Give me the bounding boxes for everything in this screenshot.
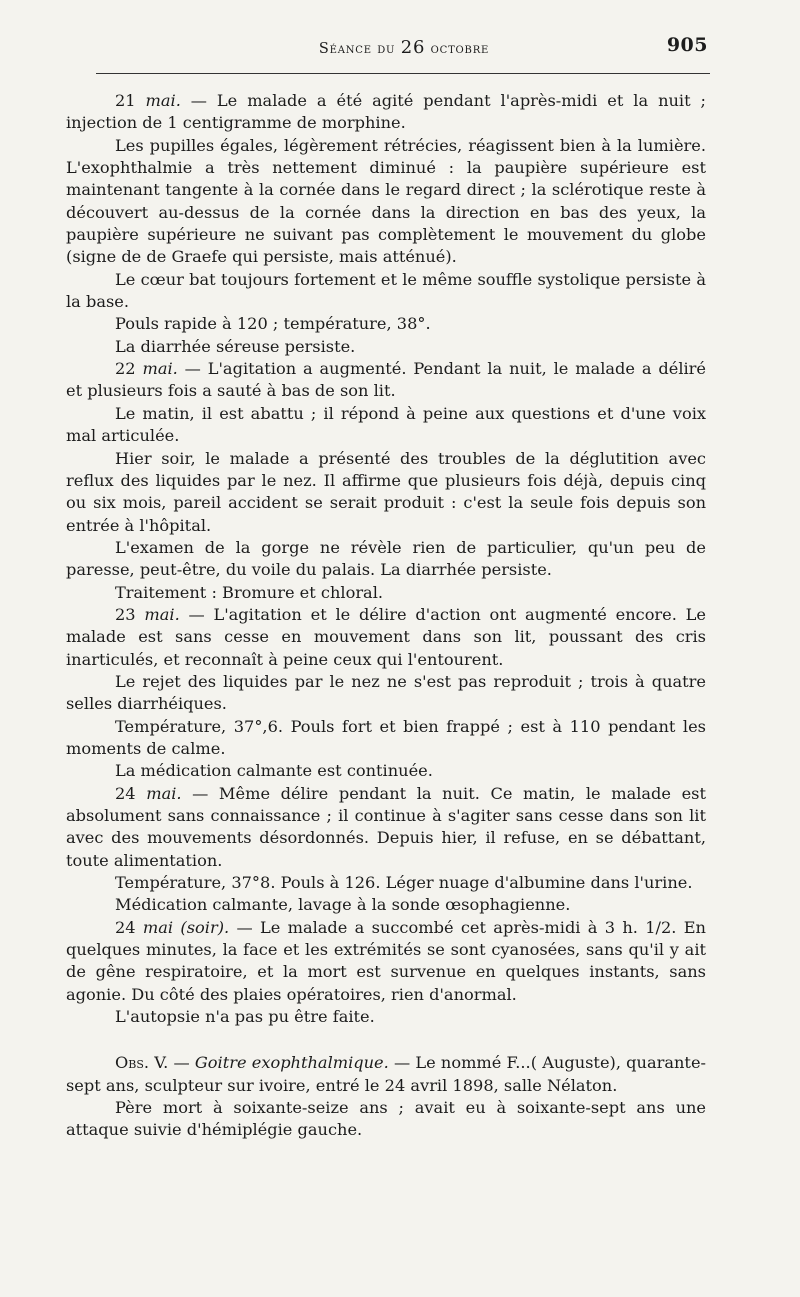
- paragraph-text: Le rejet des liquides par le nez ne s'est pas reproduit ; trois à quatre selles diarrhéiques.: [66, 671, 706, 714]
- date-number: 23: [115, 604, 136, 624]
- paragraph: [66, 358, 706, 403]
- paragraph: [66, 716, 706, 761]
- paragraph: [66, 313, 706, 335]
- paragraph-text: Le matin, il est abattu ; il répond à peine aux questions et d'une voix mal articulée.: [66, 403, 706, 446]
- date-number: 21: [115, 91, 136, 110]
- paragraph: [66, 1006, 706, 1028]
- date-word: mai (soir).: [142, 917, 230, 937]
- paragraph-text: — L'agitation a augmenté. Pendant la nuit, le malade a déliré et plusieurs fois a sauté à bas de son lit.: [66, 359, 706, 401]
- paragraph: [66, 894, 706, 916]
- paragraph-text: — Le malade a été agité pendant l'après-midi et la nuit ; injection de 1 centigramme de morphine.: [66, 91, 706, 133]
- paragraph: [66, 783, 706, 872]
- paragraph-text: Les pupilles égales, légèrement rétrécies, réagissent bien à la lumière. L'exophthalmie a très nettement diminué : la paupière supérieure est maintenant tangente à la cornée dans le regard direct ; la sclérotique reste à découvert au-dessus de la cornée dans la direction en bas des yeux, la paupière supérieure ne suivant pas complètement le mouvement du globe (signe de de Graefe qui persiste, mais atténué).: [66, 135, 706, 267]
- paragraph: [66, 872, 706, 894]
- paragraph-text: La diarrhée séreuse persiste.: [115, 336, 356, 356]
- paragraph: [66, 537, 706, 582]
- paragraph-text: Température, 37°,6. Pouls fort et bien frappé ; est à 110 pendant les moments de calme.: [66, 716, 706, 758]
- running-title: [100, 37, 708, 58]
- paragraph-text: L'autopsie n'a pas pu être faite.: [115, 1007, 375, 1027]
- case-report-paragraphs: [66, 90, 706, 1028]
- date-word: mai.: [144, 604, 180, 624]
- paragraph-text: — L'agitation et le délire d'action ont augmenté encore. Le malade est sans cesse en mouvement dans son lit, poussant des cris inarticulés, et reconnaît à peine ceux qui l'entourent.: [66, 604, 706, 669]
- date-word: mai.: [142, 359, 178, 379]
- family-history-paragraph: Père mort à soixante-seize ans ; avait eu à soixante-sept ans une attaque suivie d'hémiplégie gauche.: [66, 1098, 706, 1140]
- paragraph: [66, 448, 706, 537]
- running-header: [100, 36, 708, 60]
- running-title-date: 26: [400, 37, 426, 58]
- paragraph-text: — Même délire pendant la nuit. Ce matin, le malade est absolument sans connaissance ; il continue à s'agiter sans cesse dans son lit avec des mouvements désordonnés. Depuis hier, il refuse, en se débattant, toute alimentation.: [66, 783, 706, 870]
- paragraph: [66, 403, 706, 448]
- paragraph-text: Hier soir, le malade a présenté des troubles de la déglutition avec reflux des liquides par le nez. Il affirme que plusieurs fois déjà, depuis cinq ou six mois, pareil accident se serait produit : c'est la seule fois depuis son entrée à l'hôpital.: [66, 448, 706, 535]
- date-word: mai.: [146, 783, 182, 803]
- paragraph: [66, 269, 706, 314]
- paragraph-text: Médication calmante, lavage à la sonde œsophagienne.: [115, 895, 571, 915]
- paragraph: [66, 582, 706, 604]
- paragraph: [66, 917, 706, 1006]
- running-title-pre: Séance du: [318, 41, 396, 57]
- paragraph-text: Température, 37°8. Pouls à 126. Léger nuage d'albumine dans l'urine.: [115, 873, 693, 893]
- paragraph: [66, 604, 706, 671]
- date-number: 24: [115, 917, 136, 937]
- paragraph: [66, 135, 706, 269]
- header-rule: [96, 73, 710, 74]
- paragraph-text: Le cœur bat toujours fortement et le même souffle systolique persiste à la base.: [66, 269, 706, 312]
- paragraph: [66, 336, 706, 358]
- section-gap: [66, 1028, 706, 1052]
- paragraph-text: Traitement : Bromure et chloral.: [115, 582, 384, 602]
- paragraph: [66, 760, 706, 782]
- paragraph: [66, 90, 706, 135]
- observation-title: Goitre exophthalmique.: [194, 1053, 389, 1073]
- paragraph-text: L'examen de la gorge ne révèle rien de particulier, qu'un peu de paresse, peut-être, du voile du palais. La diarrhée persiste.: [66, 537, 706, 580]
- date-number: 24: [115, 783, 136, 803]
- paragraph: [66, 671, 706, 716]
- body-text: [66, 90, 706, 1142]
- running-title-month: octobre: [430, 41, 490, 57]
- observation-text: — Le nommé F...( Auguste), quarante-sept ans, sculpteur sur ivoire, entré le 24 avril 1898, salle Nélaton.: [66, 1053, 706, 1095]
- date-word: mai.: [145, 91, 181, 110]
- observation-label: Obs. V.: [115, 1053, 169, 1073]
- paragraph-text: Pouls rapide à 120 ; température, 38°.: [115, 314, 431, 334]
- paragraph-text: La médication calmante est continuée.: [115, 761, 433, 781]
- observation-heading-paragraph: Obs. V. — Goitre exophthalmique. — Le nommé F...( Auguste), quarante-sept ans, sculpteur sur ivoire, entré le 24 avril 1898, salle Nélaton.: [66, 1053, 706, 1095]
- paragraph-text: — Le malade a succombé cet après-midi à 3 h. 1/2. En quelques minutes, la face et les extrémités se sont cyanosées, sans qu'il y ait de gêne respiratoire, et la mort est survenue en quelques instants, sans agonie. Du côté des plaies opératoires, rien d'anormal.: [66, 917, 706, 1004]
- page-number: 905: [666, 34, 708, 56]
- date-number: 22: [115, 359, 136, 379]
